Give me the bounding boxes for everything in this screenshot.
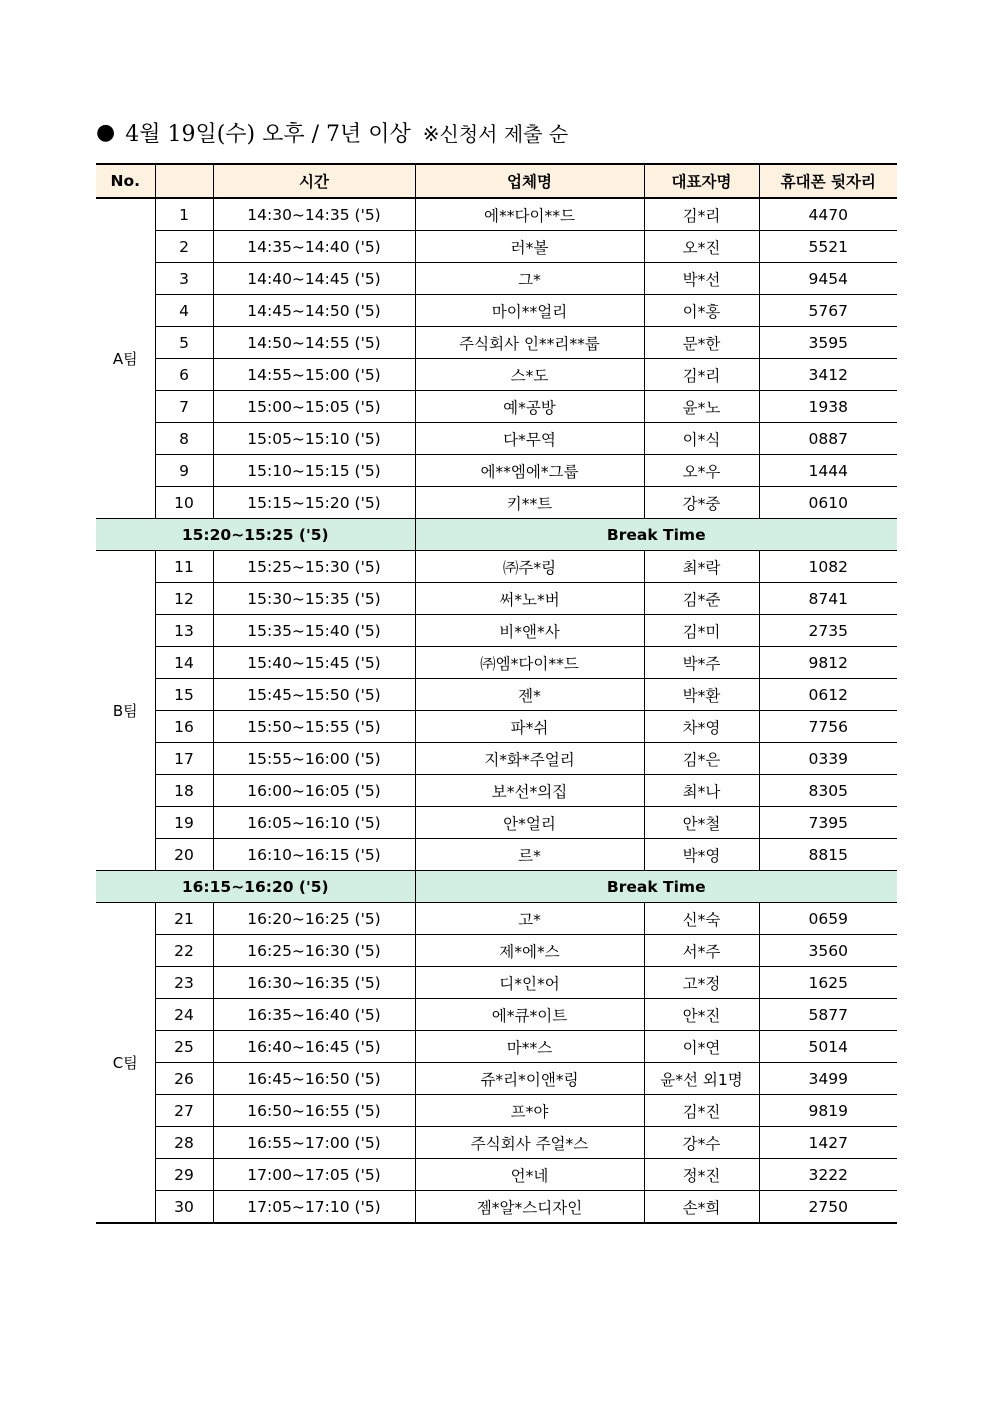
time-slot: 15:45~15:50 ('5) <box>213 679 415 711</box>
table-row <box>96 807 897 839</box>
table-row <box>96 231 897 263</box>
time-slot: 15:15~15:20 ('5) <box>213 487 415 519</box>
header-company: 업체명 <box>415 164 644 198</box>
representative-name: 김*진 <box>644 1095 759 1127</box>
time-slot: 16:00~16:05 ('5) <box>213 775 415 807</box>
time-slot: 15:40~15:45 ('5) <box>213 647 415 679</box>
row-number: 20 <box>155 839 213 871</box>
representative-name: 박*선 <box>644 263 759 295</box>
row-number: 16 <box>155 711 213 743</box>
representative-name: 박*영 <box>644 839 759 871</box>
company-name: 고* <box>415 903 644 935</box>
table-row <box>96 327 897 359</box>
header-time: 시간 <box>213 164 415 198</box>
team-label: B팀 <box>96 551 155 871</box>
table-row <box>96 1095 897 1127</box>
table-row <box>96 999 897 1031</box>
phone-last-digits: 8741 <box>759 583 897 615</box>
company-name: 보*선*의집 <box>415 775 644 807</box>
company-name: 에*큐*이트 <box>415 999 644 1031</box>
phone-last-digits: 9812 <box>759 647 897 679</box>
representative-name: 김*은 <box>644 743 759 775</box>
row-number: 18 <box>155 775 213 807</box>
representative-name: 안*철 <box>644 807 759 839</box>
table-row <box>96 967 897 999</box>
representative-name: 김*준 <box>644 583 759 615</box>
table-row <box>96 391 897 423</box>
representative-name: 최*나 <box>644 775 759 807</box>
phone-last-digits: 5521 <box>759 231 897 263</box>
row-number: 4 <box>155 295 213 327</box>
table-row <box>96 1159 897 1191</box>
representative-name: 김*미 <box>644 615 759 647</box>
representative-name: 오*우 <box>644 455 759 487</box>
row-number: 25 <box>155 1031 213 1063</box>
table-row <box>96 743 897 775</box>
company-name: 주식회사 인**리**룹 <box>415 327 644 359</box>
phone-last-digits: 3412 <box>759 359 897 391</box>
break-label: Break Time <box>415 871 897 903</box>
phone-last-digits: 0610 <box>759 487 897 519</box>
table-row <box>96 775 897 807</box>
phone-last-digits: 1427 <box>759 1127 897 1159</box>
company-name: 마이**얼리 <box>415 295 644 327</box>
row-number: 8 <box>155 423 213 455</box>
time-slot: 16:50~16:55 ('5) <box>213 1095 415 1127</box>
representative-name: 최*락 <box>644 551 759 583</box>
representative-name: 고*정 <box>644 967 759 999</box>
representative-name: 이*식 <box>644 423 759 455</box>
time-slot: 14:30~14:35 ('5) <box>213 198 415 231</box>
header-representative: 대표자명 <box>644 164 759 198</box>
phone-last-digits: 2735 <box>759 615 897 647</box>
time-slot: 16:40~16:45 ('5) <box>213 1031 415 1063</box>
bullet-icon: ● <box>96 119 116 145</box>
company-name: 파*쉬 <box>415 711 644 743</box>
time-slot: 16:30~16:35 ('5) <box>213 967 415 999</box>
company-name: 그* <box>415 263 644 295</box>
representative-name: 신*숙 <box>644 903 759 935</box>
company-name: 예*공방 <box>415 391 644 423</box>
company-name: 주식회사 주얼*스 <box>415 1127 644 1159</box>
time-slot: 17:05~17:10 ('5) <box>213 1191 415 1224</box>
table-row <box>96 903 897 935</box>
row-number: 21 <box>155 903 213 935</box>
company-name: 젬*알*스디자인 <box>415 1191 644 1224</box>
row-number: 1 <box>155 198 213 231</box>
phone-last-digits: 1625 <box>759 967 897 999</box>
representative-name: 박*환 <box>644 679 759 711</box>
row-number: 10 <box>155 487 213 519</box>
header-index <box>155 164 213 198</box>
table-row <box>96 487 897 519</box>
row-number: 29 <box>155 1159 213 1191</box>
table-row <box>96 423 897 455</box>
time-slot: 16:05~16:10 ('5) <box>213 807 415 839</box>
table-row <box>96 551 897 583</box>
time-slot: 16:25~16:30 ('5) <box>213 935 415 967</box>
break-time-slot: 15:20~15:25 ('5) <box>96 519 415 551</box>
time-slot: 15:25~15:30 ('5) <box>213 551 415 583</box>
company-name: ㈜주*링 <box>415 551 644 583</box>
phone-last-digits: 9454 <box>759 263 897 295</box>
table-row <box>96 1127 897 1159</box>
break-time-slot: 16:15~16:20 ('5) <box>96 871 415 903</box>
phone-last-digits: 0659 <box>759 903 897 935</box>
company-name: 젠* <box>415 679 644 711</box>
header-row <box>96 164 897 198</box>
company-name: 쥬*리*이앤*링 <box>415 1063 644 1095</box>
company-name: 스*도 <box>415 359 644 391</box>
row-number: 13 <box>155 615 213 647</box>
row-number: 17 <box>155 743 213 775</box>
break-label: Break Time <box>415 519 897 551</box>
row-number: 11 <box>155 551 213 583</box>
representative-name: 정*진 <box>644 1159 759 1191</box>
table-row <box>96 935 897 967</box>
time-slot: 16:20~16:25 ('5) <box>213 903 415 935</box>
table-row <box>96 1031 897 1063</box>
representative-name: 차*영 <box>644 711 759 743</box>
time-slot: 16:55~17:00 ('5) <box>213 1127 415 1159</box>
phone-last-digits: 5014 <box>759 1031 897 1063</box>
team-label: C팀 <box>96 903 155 1224</box>
company-name: 에**다이**드 <box>415 198 644 231</box>
row-number: 7 <box>155 391 213 423</box>
representative-name: 손*희 <box>644 1191 759 1224</box>
representative-name: 이*홍 <box>644 295 759 327</box>
row-number: 3 <box>155 263 213 295</box>
row-number: 19 <box>155 807 213 839</box>
header-no: No. <box>96 164 155 198</box>
row-number: 14 <box>155 647 213 679</box>
phone-last-digits: 1082 <box>759 551 897 583</box>
time-slot: 14:40~14:45 ('5) <box>213 263 415 295</box>
time-slot: 16:45~16:50 ('5) <box>213 1063 415 1095</box>
row-number: 6 <box>155 359 213 391</box>
company-name: 에**엠에*그룹 <box>415 455 644 487</box>
title-text: 4월 19일(수) 오후 / 7년 이상 <box>125 121 411 147</box>
phone-last-digits: 9819 <box>759 1095 897 1127</box>
company-name: 비*앤*사 <box>415 615 644 647</box>
time-slot: 15:35~15:40 ('5) <box>213 615 415 647</box>
row-number: 26 <box>155 1063 213 1095</box>
row-number: 12 <box>155 583 213 615</box>
phone-last-digits: 8815 <box>759 839 897 871</box>
company-name: 써*노*버 <box>415 583 644 615</box>
time-slot: 15:30~15:35 ('5) <box>213 583 415 615</box>
table-row <box>96 583 897 615</box>
row-number: 22 <box>155 935 213 967</box>
phone-last-digits: 5877 <box>759 999 897 1031</box>
company-name: 안*얼리 <box>415 807 644 839</box>
phone-last-digits: 8305 <box>759 775 897 807</box>
table-row <box>96 198 897 231</box>
row-number: 30 <box>155 1191 213 1224</box>
row-number: 23 <box>155 967 213 999</box>
team-label: A팀 <box>96 198 155 519</box>
representative-name: 서*주 <box>644 935 759 967</box>
schedule-body <box>96 198 897 1223</box>
phone-last-digits: 3499 <box>759 1063 897 1095</box>
company-name: 디*인*어 <box>415 967 644 999</box>
phone-last-digits: 0887 <box>759 423 897 455</box>
company-name: 르* <box>415 839 644 871</box>
representative-name: 윤*선 외1명 <box>644 1063 759 1095</box>
table-row <box>96 1191 897 1224</box>
phone-last-digits: 7395 <box>759 807 897 839</box>
phone-last-digits: 0339 <box>759 743 897 775</box>
representative-name: 윤*노 <box>644 391 759 423</box>
phone-last-digits: 5767 <box>759 295 897 327</box>
row-number: 2 <box>155 231 213 263</box>
representative-name: 오*진 <box>644 231 759 263</box>
representative-name: 안*진 <box>644 999 759 1031</box>
row-number: 15 <box>155 679 213 711</box>
phone-last-digits: 7756 <box>759 711 897 743</box>
company-name: 다*무역 <box>415 423 644 455</box>
phone-last-digits: 3222 <box>759 1159 897 1191</box>
time-slot: 15:50~15:55 ('5) <box>213 711 415 743</box>
representative-name: 강*중 <box>644 487 759 519</box>
row-number: 24 <box>155 999 213 1031</box>
time-slot: 15:10~15:15 ('5) <box>213 455 415 487</box>
table-row <box>96 1063 897 1095</box>
representative-name: 문*한 <box>644 327 759 359</box>
header-phone: 휴대폰 뒷자리 <box>759 164 897 198</box>
phone-last-digits: 4470 <box>759 198 897 231</box>
table-row <box>96 455 897 487</box>
representative-name: 이*연 <box>644 1031 759 1063</box>
row-number: 9 <box>155 455 213 487</box>
phone-last-digits: 3560 <box>759 935 897 967</box>
phone-last-digits: 2750 <box>759 1191 897 1224</box>
company-name: 러*볼 <box>415 231 644 263</box>
time-slot: 17:00~17:05 ('5) <box>213 1159 415 1191</box>
table-row <box>96 295 897 327</box>
company-name: ㈜엠*다이**드 <box>415 647 644 679</box>
time-slot: 15:05~15:10 ('5) <box>213 423 415 455</box>
break-row <box>96 519 897 551</box>
representative-name: 박*주 <box>644 647 759 679</box>
company-name: 제*에*스 <box>415 935 644 967</box>
company-name: 언*네 <box>415 1159 644 1191</box>
phone-last-digits: 1938 <box>759 391 897 423</box>
break-row <box>96 871 897 903</box>
table-row <box>96 615 897 647</box>
row-number: 27 <box>155 1095 213 1127</box>
time-slot: 14:35~14:40 ('5) <box>213 231 415 263</box>
table-row <box>96 263 897 295</box>
title-note: ※신청서 제출 순 <box>422 121 569 146</box>
time-slot: 14:50~14:55 ('5) <box>213 327 415 359</box>
time-slot: 14:45~14:50 ('5) <box>213 295 415 327</box>
company-name: 프*야 <box>415 1095 644 1127</box>
row-number: 5 <box>155 327 213 359</box>
table-row <box>96 679 897 711</box>
document-title <box>96 112 568 152</box>
row-number: 28 <box>155 1127 213 1159</box>
time-slot: 15:55~16:00 ('5) <box>213 743 415 775</box>
table-row <box>96 839 897 871</box>
phone-last-digits: 3595 <box>759 327 897 359</box>
table-row <box>96 359 897 391</box>
company-name: 키**트 <box>415 487 644 519</box>
phone-last-digits: 0612 <box>759 679 897 711</box>
table-row <box>96 711 897 743</box>
representative-name: 김*리 <box>644 359 759 391</box>
representative-name: 김*리 <box>644 198 759 231</box>
time-slot: 15:00~15:05 ('5) <box>213 391 415 423</box>
schedule-table <box>96 163 897 1224</box>
table-row <box>96 647 897 679</box>
company-name: 마**스 <box>415 1031 644 1063</box>
time-slot: 16:10~16:15 ('5) <box>213 839 415 871</box>
representative-name: 강*수 <box>644 1127 759 1159</box>
phone-last-digits: 1444 <box>759 455 897 487</box>
time-slot: 14:55~15:00 ('5) <box>213 359 415 391</box>
time-slot: 16:35~16:40 ('5) <box>213 999 415 1031</box>
company-name: 지*화*주얼리 <box>415 743 644 775</box>
